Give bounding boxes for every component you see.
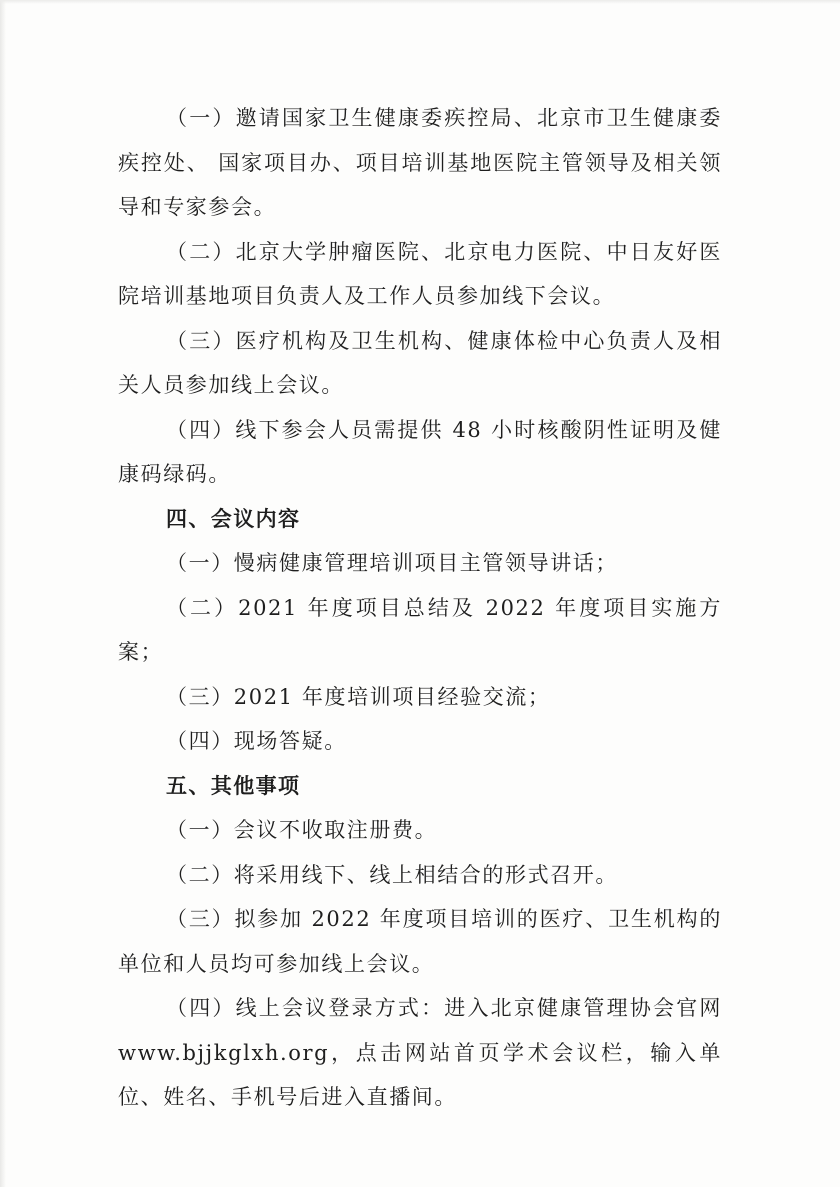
- content-item-1: （一）慢病健康管理培训项目主管领导讲话；: [166, 551, 618, 575]
- participants-item-2: （二）北京大学肿瘤医院、北京电力医院、中日友好医院培训基地项目负责人及工作人员参加线下会议。: [118, 239, 722, 308]
- participants-item-1: （一）邀请国家卫生健康委疾控局、北京市卫生健康委疾控处、 国家项目办、项目培训基地医院主管领导及相关领导和专家参会。: [118, 106, 722, 219]
- content-item-2: （二）2021 年度项目总结及 2022 年度项目实施方案；: [118, 595, 722, 664]
- content-item-3: （三）2021 年度培训项目经验交流；: [166, 684, 551, 709]
- document-body: [118, 96, 722, 1120]
- section-heading-content: 四、会议内容: [166, 506, 301, 531]
- other-item-2: （二）将采用线下、线上相结合的形式召开。: [166, 862, 618, 887]
- participants-item-3: （三）医疗机构及卫生机构、健康体检中心负责人及相关人员参加线上会议。: [118, 328, 722, 397]
- other-item-1: （一）会议不收取注册费。: [166, 818, 438, 842]
- participants-item-4: （四）线下参会人员需提供 48 小时核酸阴性证明及健康码绿码。: [118, 417, 722, 486]
- other-item-4: （四）线上会议登录方式：进入北京健康管理协会官网 www.bjjkglxh.org，点击网站首页学术会议栏，输入单位、姓名、手机号后进入直播间。: [118, 996, 722, 1109]
- scan-edge-shadow-top: [0, 0, 840, 4]
- section-heading-other: 五、其他事项: [166, 773, 301, 798]
- other-item-3: （三）拟参加 2022 年度项目培训的医疗、卫生机构的单位和人员均可参加线上会议。: [118, 907, 722, 976]
- scan-edge-shadow: [0, 0, 6, 1187]
- content-item-4: （四）现场答疑。: [166, 729, 347, 753]
